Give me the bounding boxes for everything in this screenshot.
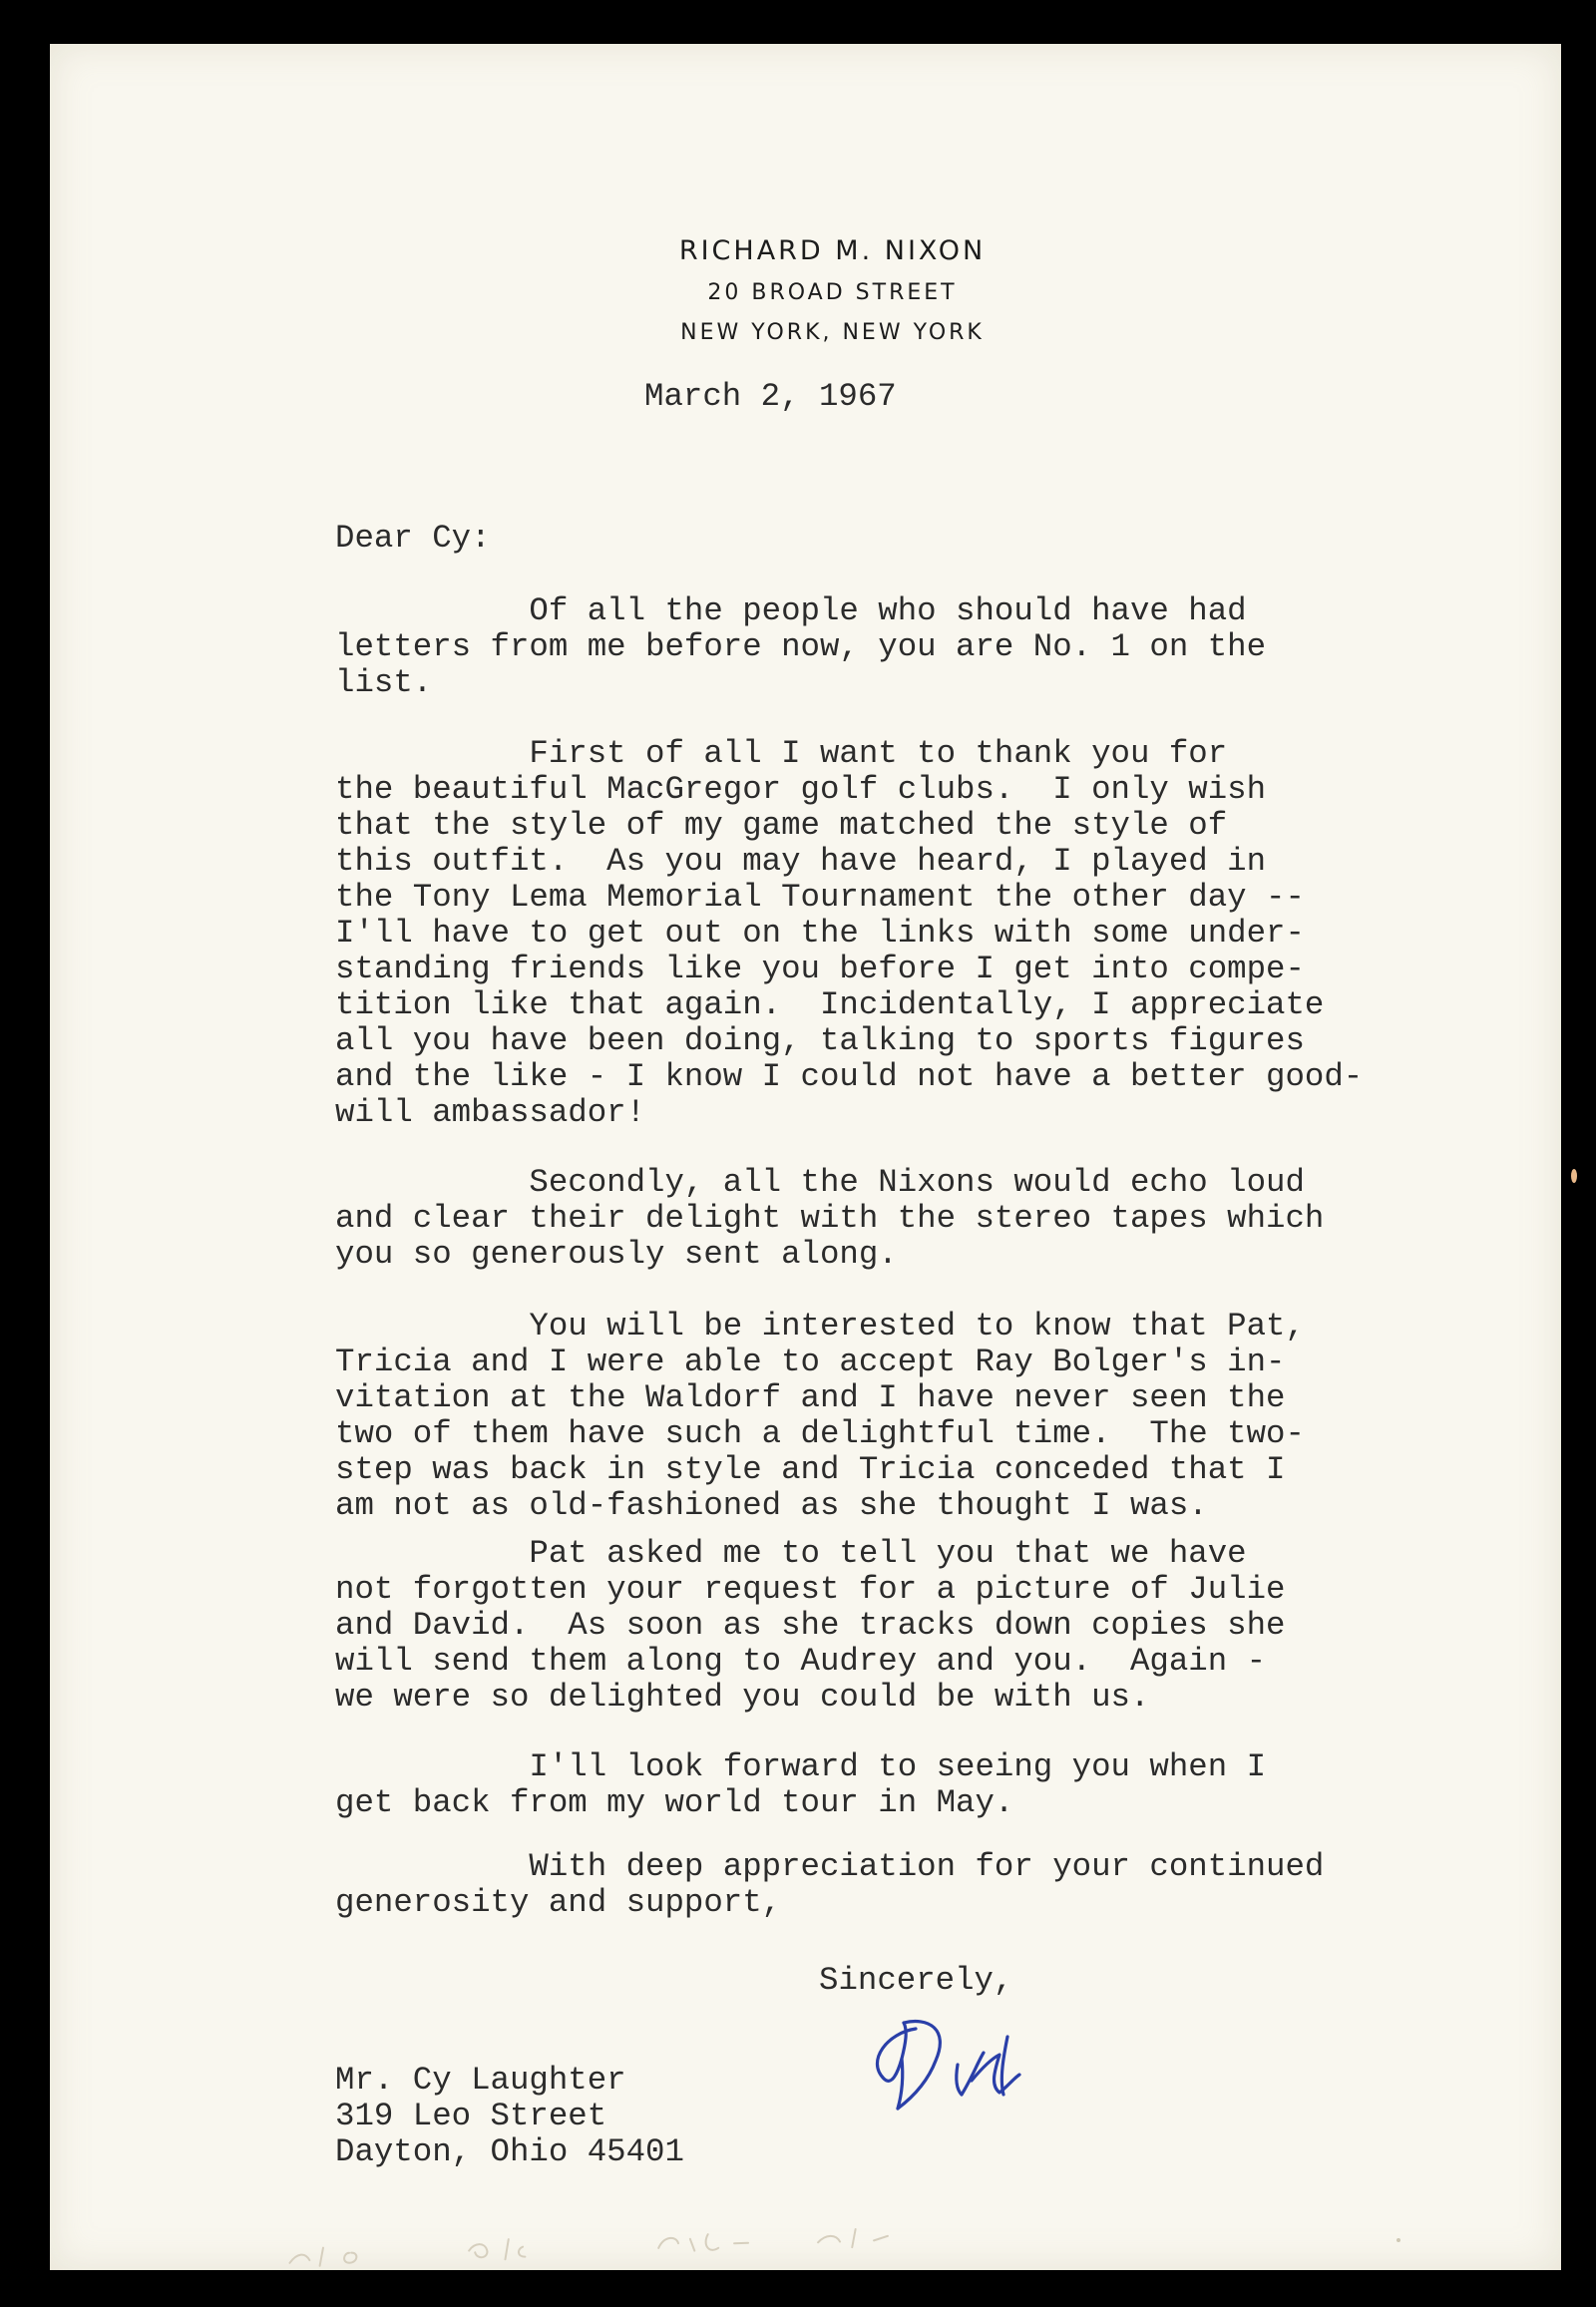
letter-page xyxy=(50,44,1561,2270)
paragraph-5: Pat asked me to tell you that we have not forgotten your request for a picture of Julie and David. As soon as she tracks down copies she will send them along to Audrey and you. Again - we were so delighted you could be with us. xyxy=(335,1535,1286,1716)
paragraph-3: Secondly, all the Nixons would echo loud and clear their delight with the stereo tapes which you so generously sent along. xyxy=(335,1164,1325,1273)
closing: Sincerely, xyxy=(819,1962,1013,1999)
letterhead-name: RICHARD M. NIXON xyxy=(678,235,987,266)
letterhead-street: 20 BROAD STREET xyxy=(707,280,958,305)
paragraph-2: First of all I want to thank you for the beautiful MacGregor golf clubs. I only wish that the style of my game matched the style of this outfit. As you may have heard, I played in the Tony Lema Memorial Tournament the other day -- I'll have to get out on the links with some under- standing friends like you before I get into compe- tition like that again. Incidentally, I appreciate all you have been doing, talking to sports figures and the like - I know I could not have a better good- will ambassador! xyxy=(335,735,1364,1131)
paragraph-4: You will be interested to know that Pat, Tricia and I were able to accept Ray Bolger's in- vitation at the Waldorf and I have never seen the two of them have such a delightful time. The two- step was back in style and Tricia conceded that I am not as old-fashioned as she thought I was. xyxy=(335,1308,1305,1524)
paragraph-6: I'll look forward to seeing you when I get back from my world tour in May. xyxy=(335,1748,1267,1821)
paper-speck xyxy=(1396,2238,1400,2242)
faint-pencil-note xyxy=(278,2213,918,2275)
letterhead-city: NEW YORK, NEW YORK xyxy=(680,320,985,345)
paper-speck xyxy=(1571,1169,1577,1183)
handwritten-signature xyxy=(858,1999,1037,2118)
paragraph-7: With deep appreciation for your continued generosity and support, xyxy=(335,1848,1325,1921)
recipient-city: Dayton, Ohio 45401 xyxy=(335,2133,684,2170)
recipient-street: 319 Leo Street xyxy=(335,2098,607,2134)
letter-date: March 2, 1967 xyxy=(644,378,897,415)
paragraph-1: Of all the people who should have had letters from me before now, you are No. 1 on the list. xyxy=(335,592,1267,701)
salutation: Dear Cy: xyxy=(335,520,491,557)
recipient-name: Mr. Cy Laughter xyxy=(335,2062,626,2099)
